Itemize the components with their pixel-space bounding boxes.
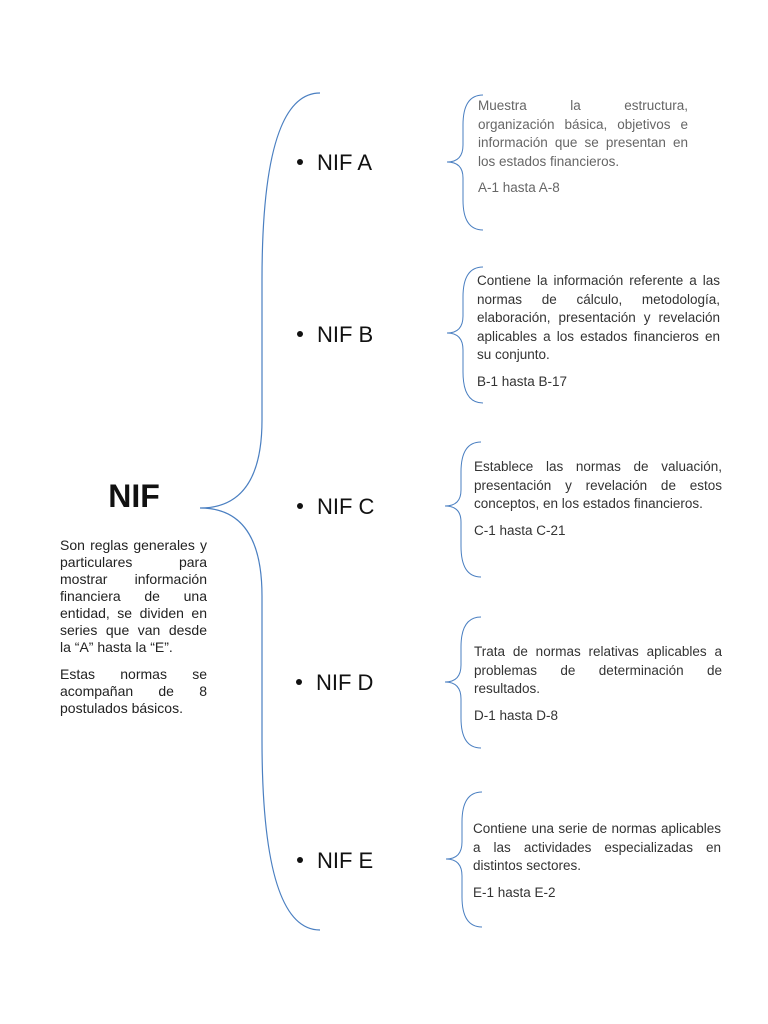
bullet-icon: [297, 159, 303, 165]
nif-b-description-text: Contiene la información referente a las normas de cálculo, metodología, elaboración, presentación y revelación aplicables a los estados financieros en su conjunto.: [477, 273, 720, 362]
nif-a-text: NIF A: [317, 150, 373, 175]
nif-a-description-text: Muestra la estructura, organización básica, objetivos e información que se presentan en los estados financieros.: [478, 98, 688, 169]
bullet-icon: [297, 857, 303, 863]
nif-e-description-text: Contiene una serie de normas aplicables a las actividades especializadas en distintos sectores.: [473, 821, 721, 873]
nif-d-label: [296, 670, 373, 696]
bullet-icon: [297, 503, 303, 509]
nif-d-description: [474, 643, 722, 725]
nif-b-text: NIF B: [317, 322, 374, 347]
nif-e-label: [297, 848, 373, 874]
bullet-icon: [297, 331, 303, 337]
nif-e-range: E-1 hasta E-2: [473, 884, 556, 900]
nif-d-text: NIF D: [316, 670, 374, 695]
nif-c-description-text: Establece las normas de valuación, presentación y revelación de estos conceptos, en los estados financieros.: [474, 459, 722, 511]
nif-c-label: [297, 494, 374, 520]
bullet-icon: [296, 679, 302, 685]
nif-b-description: [477, 272, 720, 391]
nif-a-description: [478, 97, 688, 198]
nif-c-description: [474, 458, 722, 540]
intro-paragraph-1: Son reglas generales y particulares para mostrar información financiera de una entidad, se dividen en series que van desde la “A” hasta la “E”.: [60, 537, 207, 655]
nif-a-label: [297, 150, 372, 176]
nif-e-description: [473, 820, 721, 902]
nif-c-text: NIF C: [317, 494, 375, 519]
nif-d-description-text: Trata de normas relativas aplicables a problemas de determinación de resultados.: [474, 644, 722, 696]
nif-a-range: A-1 hasta A-8: [478, 180, 560, 195]
nif-b-label: [297, 322, 373, 348]
nif-c-range: C-1 hasta C-21: [474, 522, 566, 538]
nif-d-range: D-1 hasta D-8: [474, 707, 559, 723]
nif-e-text: NIF E: [317, 848, 374, 873]
diagram-title: NIF: [108, 478, 160, 514]
intro-paragraph-2: Estas normas se acompañan de 8 postulados básicos.: [60, 666, 207, 716]
nif-b-range: B-1 hasta B-17: [477, 373, 568, 389]
intro-text: [60, 537, 207, 747]
